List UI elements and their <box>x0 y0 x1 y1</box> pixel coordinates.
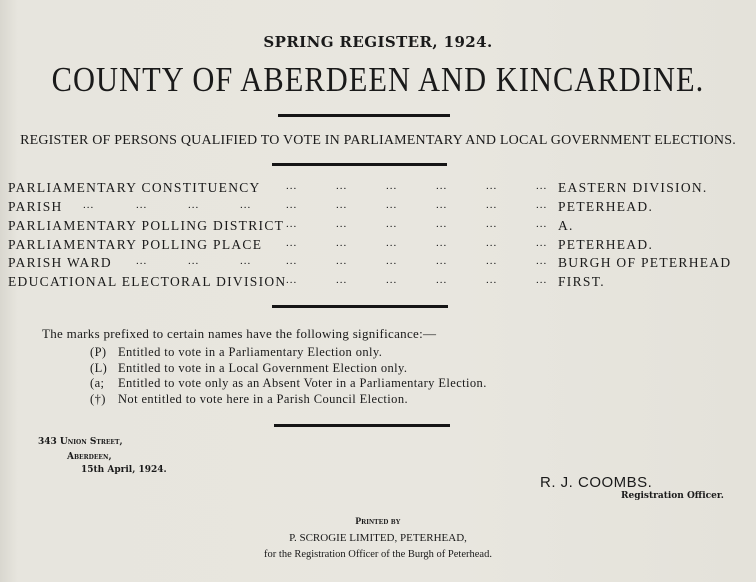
mark-text: Entitled to vote only as an Absent Voter in a Parliamentary Election. <box>118 376 487 390</box>
divider-rule <box>278 114 450 117</box>
divider-rule <box>274 424 450 427</box>
printer-name: P. SCROGIE LIMITED, PETERHEAD, <box>289 532 467 544</box>
detail-row-educational-division: EDUCATIONAL ELECTORAL DIVISION ... ... ... ... ... ... FIRST. <box>8 274 605 289</box>
mark-symbol: (a; <box>90 376 105 390</box>
detail-value: FIRST. <box>558 274 605 289</box>
detail-row-polling-place: PARLIAMENTARY POLLING PLACE ... ... ... ... ... ... PETERHEAD. <box>8 237 654 252</box>
printer-credit: for the Registration Officer of the Burgh of Peterhead. <box>264 549 492 560</box>
mark-symbol: (L) <box>90 361 108 375</box>
mark-symbol: (†) <box>90 392 106 406</box>
divider-rule <box>272 163 447 166</box>
mark-item <box>90 345 382 360</box>
detail-value: EASTERN DIVISION. <box>558 180 708 195</box>
detail-value: PETERHEAD. <box>558 199 654 214</box>
detail-row-constituency: PARLIAMENTARY CONSTITUENCY ... ... ... ... ... ... EASTERN DIVISION. <box>8 180 708 195</box>
mark-item <box>90 392 408 407</box>
mark-text: Not entitled to vote here in a Parish Council Election. <box>118 392 408 406</box>
signature-name: R. J. COOMBS. <box>540 474 653 491</box>
detail-label: PARISH WARD <box>8 255 112 270</box>
mark-item <box>90 361 407 376</box>
signature-title: Registration Officer. <box>621 491 724 501</box>
detail-label: PARLIAMENTARY CONSTITUENCY <box>8 180 261 195</box>
address-street: 343 Union Street, <box>38 437 123 447</box>
divider-rule <box>272 305 448 308</box>
detail-row-parish-ward: PARISH WARD ... ... ... ... ... ... ... ... ... BURGH OF PETERHEAD <box>8 255 732 270</box>
detail-label: EDUCATIONAL ELECTORAL DIVISION <box>8 274 287 289</box>
mark-symbol: (P) <box>90 345 107 359</box>
address-city: Aberdeen, <box>67 452 112 462</box>
detail-value: PETERHEAD. <box>558 237 654 252</box>
detail-label: PARLIAMENTARY POLLING PLACE <box>8 237 263 252</box>
spring-register-heading: SPRING REGISTER, 1924. <box>263 33 493 51</box>
detail-row-polling-district: PARLIAMENTARY POLLING DISTRICT ... ... ... ... ... ... A. <box>8 218 574 233</box>
mark-text: Entitled to vote in a Parliamentary Election only. <box>118 345 383 359</box>
mark-text: Entitled to vote in a Local Government Election only. <box>118 361 408 375</box>
register-description: REGISTER OF PERSONS QUALIFIED TO VOTE IN PARLIAMENTARY AND LOCAL GOVERNMENT ELECTIONS. <box>20 133 736 148</box>
detail-value: A. <box>558 218 574 233</box>
detail-row-parish: PARISH ... ... ... ... ... ... ... ... ... ... PETERHEAD. <box>8 199 654 214</box>
marks-intro: The marks prefixed to certain names have the following significance:— <box>42 326 437 341</box>
county-title: COUNTY OF ABERDEEN AND KINCARDINE. <box>51 60 705 99</box>
detail-value: BURGH OF PETERHEAD <box>558 255 732 270</box>
printed-by-label: Printed by <box>355 517 401 527</box>
detail-label: PARISH <box>8 199 63 214</box>
address-date: 15th April, 1924. <box>81 465 167 475</box>
detail-label: PARLIAMENTARY POLLING DISTRICT <box>8 218 285 233</box>
mark-item <box>90 376 487 391</box>
